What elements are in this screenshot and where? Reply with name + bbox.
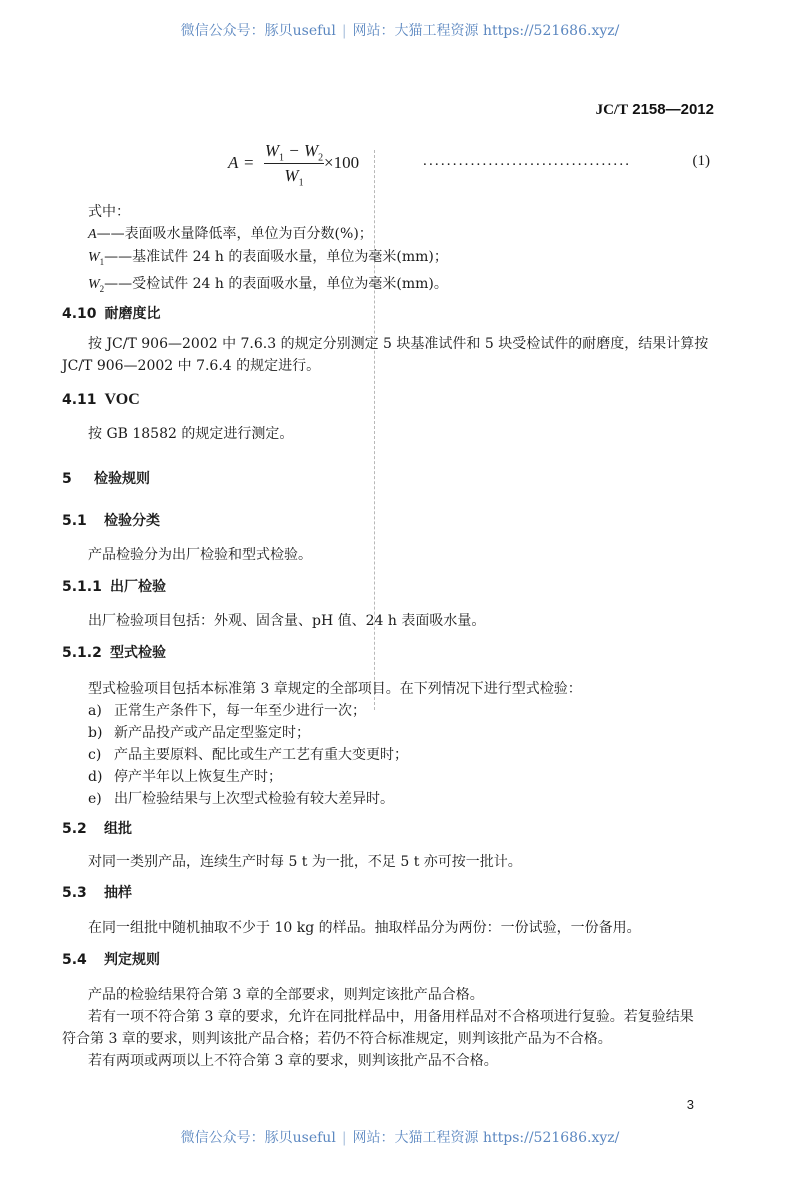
variable-desc: ——基准试件 24 h 的表面吸水量，单位为毫米(mm)； (104, 249, 448, 265)
variable-desc: ——受检试件 24 h 的表面吸水量，单位为毫米(mm)。 (104, 275, 448, 292)
heading-5-4: 5.4 判定规则 (62, 952, 160, 968)
fraction-bar (264, 163, 324, 164)
formula-leader-dots: ................................... (423, 153, 632, 169)
list-item-e: e) 出厂检验结果与上次型式检验有较大差异时。 (88, 791, 394, 807)
list-item-a: a) 正常生产条件下，每一年至少进行一次； (88, 703, 366, 719)
paragraph-5-3: 在同一组批中随机抽取不少于 10 kg 的样品。抽取样品分为两份：一份试验，一份备用。 (88, 920, 641, 936)
variable-symbol: $W_1$ (88, 250, 105, 267)
variable-w1 (88, 246, 448, 273)
heading-5-3: 5.3 抽样 (62, 885, 132, 901)
standard-code-prefix: JC/T (595, 102, 629, 118)
where-label: 式中： (88, 204, 130, 220)
standard-code (596, 101, 714, 119)
standard-code-number: 2158—2012 (632, 101, 714, 118)
list-item-d: d) 停产半年以上恢复生产时； (88, 769, 282, 785)
watermark-wechat: 微信公众号：豚贝useful (180, 23, 336, 39)
paragraph-4-11: 按 GB 18582 的规定进行测定。 (88, 426, 294, 442)
page-number: 3 (686, 1097, 694, 1112)
watermark-wechat: 微信公众号：豚贝useful (180, 1130, 336, 1146)
paragraph-5-1-2: 型式检验项目包括本标准第 3 章规定的全部项目。在下列情况下进行型式检验： a) 正常生产条件下，每一年至少进行一次； b) 新产品投产或产品定型鉴定时； c) 产品主要原料、配比或生产工艺有重大变更时； d) 停产半年以上恢复生产时； e) 出厂检验结果与上次型式检验有较大差异时。 (62, 678, 582, 810)
formula-multiplier: ×100 (324, 153, 360, 172)
watermark-separator: | (341, 23, 347, 39)
watermark-website: 网站：大猫工程资源 https://521686.xyz/ (352, 1130, 620, 1146)
equation-number: (1) (692, 153, 710, 169)
formula-equals: = (244, 153, 254, 172)
paragraph-5-4: 产品的检验结果符合第 3 章的全部要求，则判定该批产品合格。 若有一项不符合第 3 章的要求，允许在同批样品中，用备用样品对不合格项进行复验。若复验结果 符合第 3 章的要求，则判该批产品合格；若仍不符合标准规定，则判该批产品为不合格。 若有两项或两项以上不符合第 3 章的要求，则判该批产品不合格。 (62, 987, 694, 1069)
formula-1 (228, 140, 710, 192)
heading-5: 5 检验规则 (62, 471, 150, 487)
paragraph-4-10: 按 JC/T 906—2002 中 7.6.3 的规定分别测定 5 块基准试件和 5 块受检试件的耐磨度，结果计算按 JC/T 906—2002 中 7.6.4 的规定进行。 (62, 336, 709, 374)
where-clause (62, 201, 448, 300)
list-item-b: b) 新产品投产或产品定型鉴定时； (88, 725, 310, 741)
paragraph-5-1: 产品检验分为出厂检验和型式检验。 (88, 547, 312, 563)
variable-a (88, 223, 448, 246)
heading-5-2: 5.2 组批 (62, 821, 132, 837)
paragraph-5-2: 对同一类别产品，连续生产时每 5 t 为一批，不足 5 t 亦可按一批计。 (88, 854, 522, 870)
heading-4-10: 4.10 耐磨度比 (62, 306, 161, 322)
formula-lhs: A (228, 153, 239, 172)
heading-5-1-2: 5.1.2 型式检验 (62, 645, 166, 661)
paragraph-5-1-1: 出厂检验项目包括：外观、固含量、pH 值、24 h 表面吸水量。 (88, 613, 486, 629)
heading-5-1-1: 5.1.1 出厂检验 (62, 579, 166, 595)
watermark-top (0, 20, 800, 40)
watermark-separator: | (341, 1130, 347, 1146)
variable-symbol: A (88, 227, 97, 242)
variable-desc: ——表面吸水量降低率，单位为百分数(%)； (96, 226, 373, 242)
watermark-bottom (0, 1127, 800, 1147)
heading-5-1: 5.1 检验分类 (62, 513, 160, 529)
variable-w2 (88, 273, 448, 300)
variable-symbol: $W_2$ (88, 276, 105, 294)
heading-4-11: 4.11 VOC (62, 391, 140, 408)
watermark-website: 网站：大猫工程资源 https://521686.xyz/ (352, 23, 620, 39)
list-item-c: c) 产品主要原料、配比或生产工艺有重大变更时； (88, 747, 408, 763)
formula-numerator: $W_1 - W_2$ (264, 141, 324, 164)
formula-fraction (264, 140, 324, 187)
formula-denominator: $W_1$ (284, 166, 304, 189)
